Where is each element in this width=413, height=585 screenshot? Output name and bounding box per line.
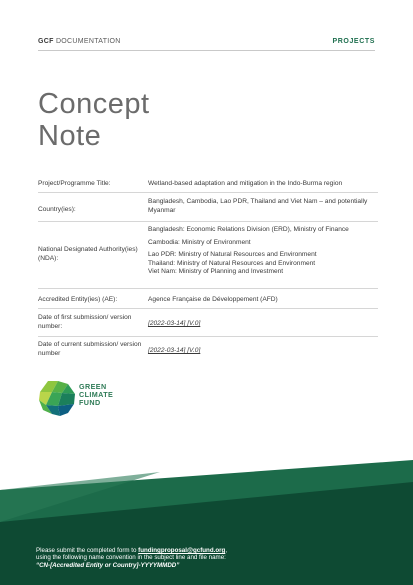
logo-facet <box>58 404 74 416</box>
logo-line-climate: CLIMATE <box>79 390 114 399</box>
category-label: PROJECTS <box>332 38 375 45</box>
section-label: DOCUMENTATION <box>55 38 121 45</box>
row-divider <box>38 308 378 309</box>
nda-laos: Lao PDR: Ministry of Natural Resources and Environment <box>148 251 317 259</box>
nda-label: National Designated Authority(ies) (NDA): <box>38 246 138 262</box>
brand-label: GCF <box>38 38 54 45</box>
naming-convention: “CN-[Accredited Entity or Country]-YYYYMMDD” <box>36 561 180 569</box>
countries-value: Bangladesh, Cambodia, Lao PDR, Thailand and Viet Nam – and potentially Myanmar <box>148 198 368 214</box>
current-submission-label: Date of current submission/ version number <box>38 341 142 357</box>
row-divider <box>38 288 378 289</box>
header-divider <box>38 50 375 51</box>
instruction-prefix: Please submit the completed form to <box>36 547 139 554</box>
submission-instructions <box>36 547 376 569</box>
nda-thailand: Thailand: Ministry of Natural Resources and Environment <box>148 259 316 267</box>
nda-bangladesh: Bangladesh: Economic Relations Division (ERD), Ministry of Finance <box>148 226 349 233</box>
current-submission-value <box>148 347 378 356</box>
title-line-2: Note <box>38 120 102 152</box>
title-line-1: Concept <box>38 88 150 120</box>
row-divider <box>38 221 378 222</box>
countries-label: Country(ies): <box>38 206 76 213</box>
header-brand <box>38 38 121 45</box>
first-submission-date: [2022-03-14] [V.0] <box>148 320 201 327</box>
submission-email-link[interactable]: fundingproposal@gcfund.org <box>138 547 226 554</box>
first-submission-value <box>148 320 378 329</box>
ae-label: Accredited Entity(ies) (AE): <box>38 296 118 303</box>
project-title-value: Wetland-based adaptation and mitigation in the Indo-Burma region <box>148 180 343 187</box>
first-submission-label: Date of first submission/ version number: <box>38 314 132 330</box>
logo-line-green: GREEN <box>79 382 107 391</box>
row-divider <box>38 336 378 337</box>
row-divider <box>38 192 378 193</box>
instruction-suffix: , <box>225 547 228 554</box>
project-title-label: Project/Programme Title: <box>38 180 111 187</box>
instruction-line-2: using the following name convention in the subject line and file name: <box>36 554 226 562</box>
nda-vietnam: Viet Nam: Ministry of Planning and Investment <box>148 268 284 276</box>
logo-wordmark <box>79 383 113 407</box>
nda-values <box>148 226 378 277</box>
nda-cambodia: Cambodia: Ministry of Environment <box>148 238 251 246</box>
logo-line-fund: FUND <box>79 398 101 407</box>
ae-value: Agence Française de Développement (AFD) <box>148 296 278 303</box>
current-submission-date: [2022-03-14] [V.0] <box>148 347 201 354</box>
page-title <box>38 88 150 152</box>
